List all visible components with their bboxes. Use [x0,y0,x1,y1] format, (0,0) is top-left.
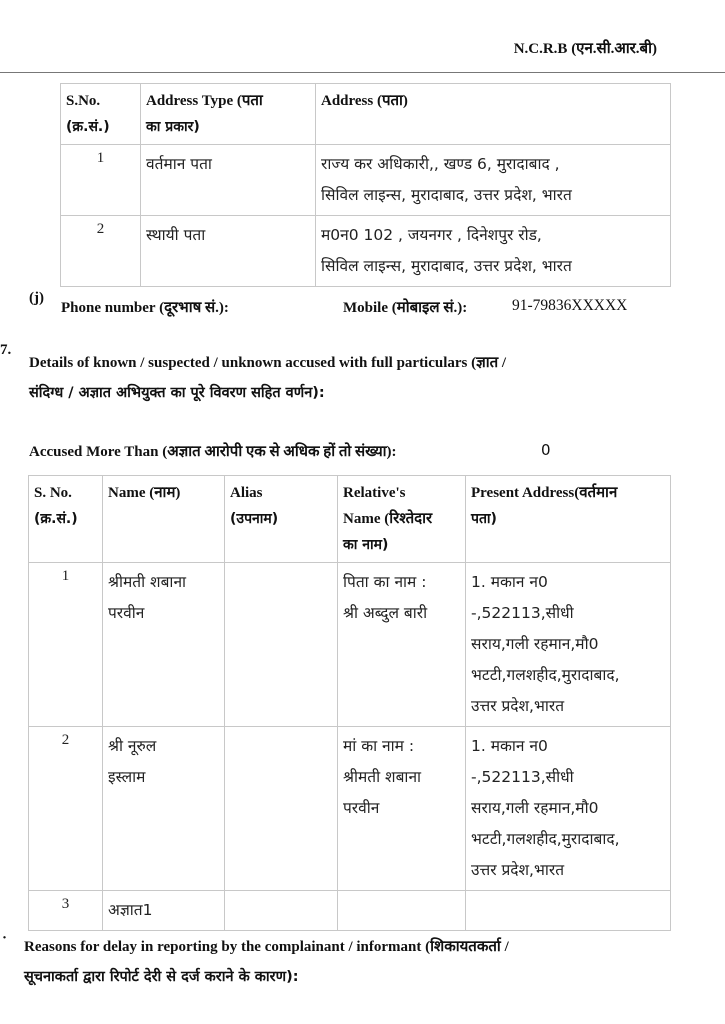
mobile-label: Mobile (मोबाइल सं.): [343,300,468,316]
row-name: अज्ञात1 [103,891,225,931]
table-row [61,145,671,216]
ncrb-header: N.C.R.B (एन.सी.आर.बी) [513,41,657,57]
table-row [29,727,671,891]
phone-label: Phone number (दूरभाष सं.): [61,300,229,316]
section-7-marker: 7. [0,342,12,358]
table-row [29,891,671,931]
row-sno: 2 [29,727,103,891]
phone-marker: (j) [29,290,44,306]
section-7-title-line2: संदिग्ध / अज्ञात अभियुक्त का पूरे विवरण सहित वर्णन): [29,385,325,401]
section-7-title-line1: Details of known / suspected / unknown accused with full particulars (ज्ञात / [29,355,507,371]
row-alias [225,891,338,931]
row-present-address: 1. मकान न0 -,522113,सीधी सराय,गली रहमान,मौ0 भटटी,गलशहीद,मुरादाबाद, उत्तर प्रदेश,भारत [466,727,671,891]
row-relative-name [338,891,466,931]
accused-more-value: 0 [541,441,551,459]
header-divider [0,72,725,73]
row-relative-name: पिता का नाम : श्री अब्दुल बारी [338,563,466,727]
row-alias [225,563,338,727]
row-sno: 1 [61,145,141,216]
section-8-line1: Reasons for delay in reporting by the complainant / informant (शिकायतकर्ता / [24,939,509,955]
row-alias [225,727,338,891]
row-present-address [466,891,671,931]
header-alias: Alias (उपनाम) [225,476,338,563]
accused-more-label: Accused More Than (अज्ञात आरोपी एक से अधिक हों तो संख्या): [29,444,397,460]
table-row [29,563,671,727]
header-address-type: Address Type (पता का प्रकार) [141,84,316,145]
row-address: राज्य कर अधिकारी,, खण्ड 6, मुरादाबाद , सिविल लाइन्स, मुरादाबाद, उत्तर प्रदेश, भारत [316,145,671,216]
address-table-header [61,84,671,145]
table-row [61,216,671,287]
row-address-type: वर्तमान पता [141,145,316,216]
row-sno: 3 [29,891,103,931]
section-8-marker: · [2,930,8,946]
header-sno: S.No. (क्र.सं.) [61,84,141,145]
address-table [60,83,671,287]
section-8-line2: सूचनाकर्ता द्वारा रिपोर्ट देरी से दर्ज कराने के कारण): [24,969,299,985]
mobile-value: 91-79836XXXXX [512,297,628,314]
header-name: Name (नाम) [103,476,225,563]
header-address: Address (पता) [316,84,671,145]
row-name: श्रीमती शबाना परवीन [103,563,225,727]
row-address-type: स्थायी पता [141,216,316,287]
header-sno: S. No. (क्र.सं.) [29,476,103,563]
row-sno: 2 [61,216,141,287]
accused-table [28,475,671,931]
row-name: श्री नूरुल इस्लाम [103,727,225,891]
row-present-address: 1. मकान न0 -,522113,सीधी सराय,गली रहमान,मौ0 भटटी,गलशहीद,मुरादाबाद, उत्तर प्रदेश,भारत [466,563,671,727]
header-relative-name: Relative's Name (रिश्तेदार का नाम) [338,476,466,563]
row-sno: 1 [29,563,103,727]
accused-table-header [29,476,671,563]
row-address: म0न0 102 , जयनगर , दिनेशपुर रोड, सिविल लाइन्स, मुरादाबाद, उत्तर प्रदेश, भारत [316,216,671,287]
header-present-address: Present Address(वर्तमान पता) [466,476,671,563]
row-relative-name: मां का नाम : श्रीमती शबाना परवीन [338,727,466,891]
